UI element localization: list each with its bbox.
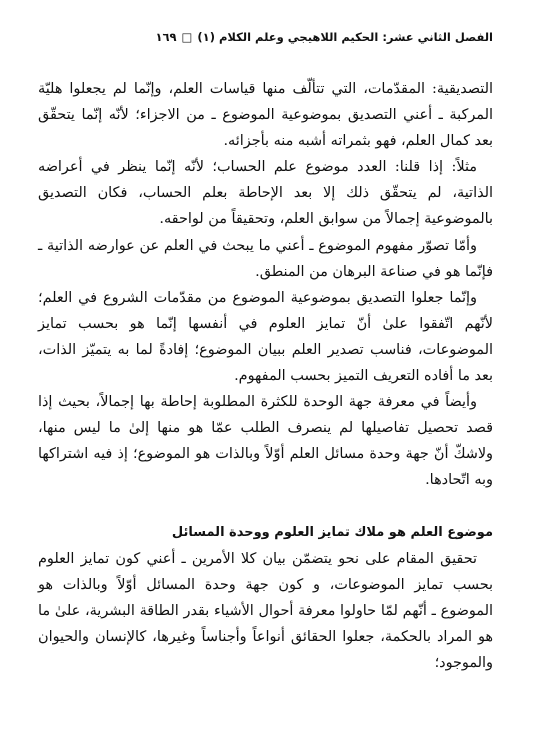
body-text [38,76,493,676]
separator-square: □ [181,30,193,44]
page-number: ١٦٩ [155,30,177,44]
chapter-title: الفصل الثاني عشر: الحكيم اللاهيجي وعلم الكلام (١) [197,30,493,44]
section-paragraph: تحقيق المقام على نحو يتضمّن بيان كلا الأمرين ـ أعني كون تمايز العلوم بحسب تمايز الموضوعات، و كون جهة وحدة المسائل أوّلاً وبالذات هو الموضوع ـ أنّهم لمّا حاولوا معرفة أحوال الأشياء بقدر الطاقة البشرية، علىٰ ما هو المراد بالحكمة، جعلوا الحقائق أنواعاً وأجناساً وغيرها، كالإنسان والحيوان والموجود؛ [38,550,493,671]
paragraph: التصديقية: المقدّمات، التي تتألّف منها قياسات العلم، وإنّما لم يجعلوا هليّة المركبة ـ أعني التصديق بموضوعية الموضوع ـ من الاجزاء؛ لأنّه إنّما يتحقّق بعد كمال العلم، فهو بثمراته أشبه منه بأجزائه. [38,81,493,150]
paragraph: وأمّا تصوّر مفهوم الموضوع ـ أعني ما يبحث في العلم عن عوارضه الذاتية ـ فإنّما هو في صناعة البرهان من المنطق. [38,237,493,280]
section-heading: موضوع العلم هو ملاك تمايز العلوم ووحدة المسائل [171,524,493,540]
running-header [38,28,493,46]
paragraph: وإنّما جعلوا التصديق بموضوعية الموضوع من مقدّمات الشروع في العلم؛ لأنّهم اتّفقوا علىٰ أنّ تمايز العلوم في أنفسها إنّما هو بحسب تمايز الموضوعات، فناسب تصدير العلم ببيان الموضوع؛ إفادةً لما به يتميّز الذات، بعد ما أفاده التعريف التميز بحسب المفهوم. [38,289,493,385]
paragraph: مثلاً: إذا قلنا: العدد موضوع علم الحساب؛ لأنّه إنّما ينظر في أعراضه الذاتية، لم يتحقّق ذلك إلا بعد الإحاطة بعلم الحساب، فكان التصديق بالموضوعية إجمالاً من سوابق العلم، وتحقيقاً من لواحقه. [38,159,493,228]
paragraph: وأيضاً في معرفة جهة الوحدة للكثرة المطلوبة إحاطة بها إجمالاً، بحيث إذا قصد تحصيل تفاصيلها لم ينصرف الطلب عمّا هو منها إلىٰ ما ليس منها، ولاشكّ أنّ جهة وحدة مسائل العلم أوّلاً وبالذات هو الموضوع؛ إذ فيه اشتراكها وبه اتّحادها. [38,394,493,489]
